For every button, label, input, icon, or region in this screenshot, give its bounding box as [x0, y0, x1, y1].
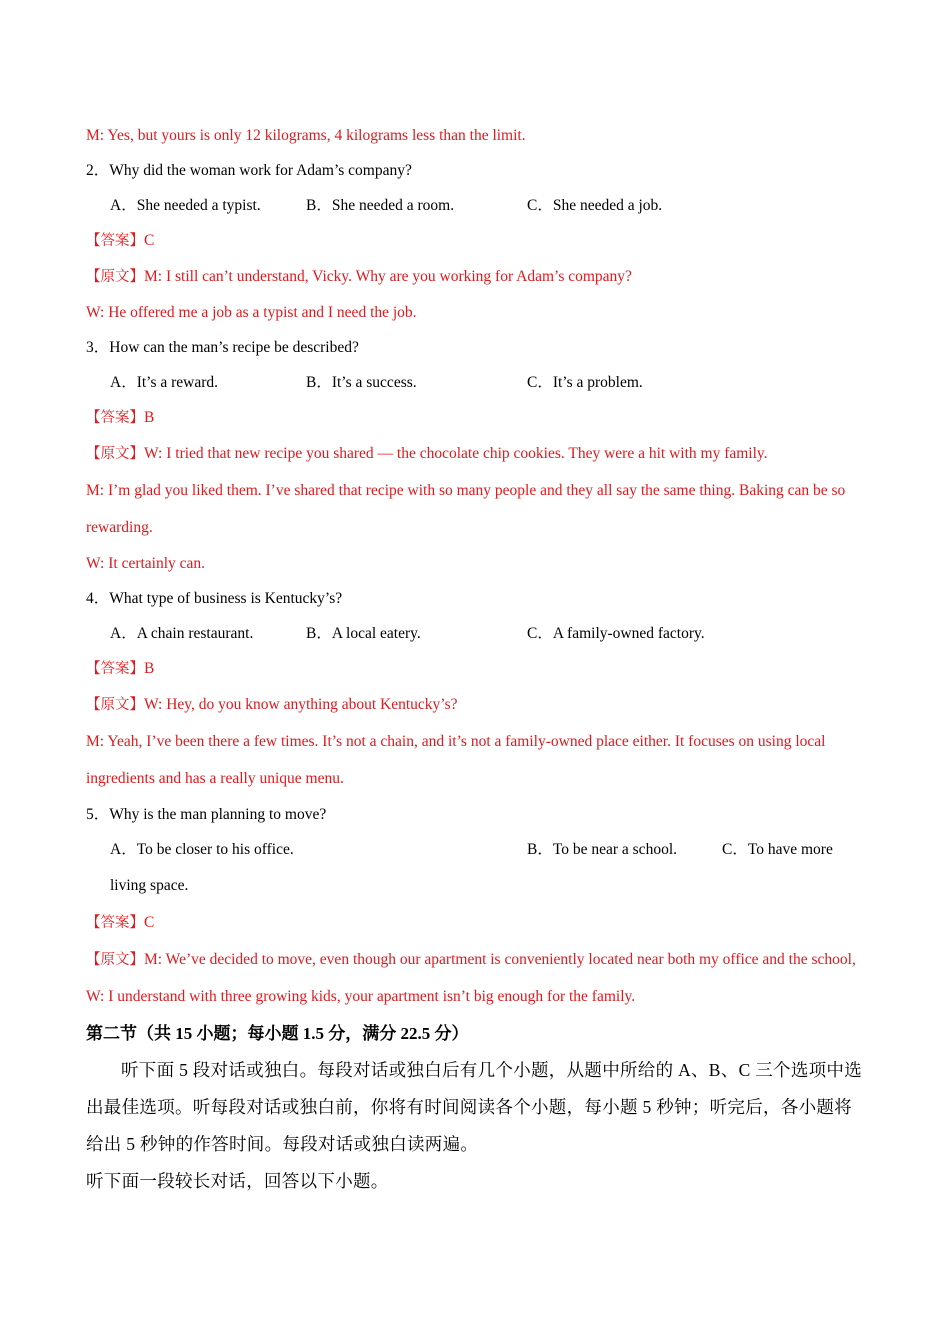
section-2-instructions: 听下面 5 段对话或独白。每段对话或独白后有几个小题，从题中所给的 A、B、C 三个选项中选出最佳选项。听每段对话或独白前，你将有时间阅读各个小题，每小题 5 秒钟；听完后，各小题将给出 5 秒钟的作答时间。每段对话或独白读两遍。 — [86, 1060, 863, 1154]
question-4-options — [86, 616, 866, 651]
q5-option-a: A．To be closer to his office. — [110, 841, 294, 858]
q5-script-1: 【原文】M: We’ve decided to move, even though our apartment is conveniently located near both my office and the school, — [86, 951, 856, 968]
q3-option-b: B．It’s a success. — [306, 374, 417, 391]
q4-option-a: A．A chain restaurant. — [110, 625, 254, 642]
q4-option-b: B．A local eatery. — [306, 625, 421, 642]
question-2-stem: 2．Why did the woman work for Adam’s company? — [86, 162, 412, 179]
q2-option-b: B．She needed a room. — [306, 197, 455, 214]
q5-option-c: C．To have more — [722, 841, 833, 858]
document-page — [86, 118, 866, 1200]
section-2-next-prompt: 听下面一段较长对话，回答以下小题。 — [86, 1171, 389, 1191]
q4-answer: 【答案】B — [86, 660, 155, 677]
q2-script-1: 【原文】M: I still can’t understand, Vicky. Why are you working for Adam’s company? — [86, 268, 632, 285]
q3-script-2: M: I’m glad you liked them. I’ve shared that recipe with so many people and they all say the same thing. Baking can be so rewarding. — [86, 482, 846, 536]
q2-option-a: A．She needed a typist. — [110, 197, 261, 214]
q3-option-c: C．It’s a problem. — [527, 374, 643, 391]
question-2-options — [86, 188, 866, 223]
question-3-stem: 3．How can the man’s recipe be described? — [86, 339, 359, 356]
q3-script-3: W: It certainly can. — [86, 555, 206, 572]
q5-script-2: W: I understand with three growing kids, your apartment isn’t big enough for the family. — [86, 988, 636, 1005]
q1-script-tail: M: Yes, but yours is only 12 kilograms, 4 kilograms less than the limit. — [86, 127, 526, 144]
q5-option-b: B．To be near a school. — [527, 841, 677, 858]
q3-script-1: 【原文】W: I tried that new recipe you shared — the chocolate chip cookies. They were a hit with my family. — [86, 445, 768, 462]
q5-answer: 【答案】C — [86, 914, 155, 931]
section-2-title: 第二节（共 15 小题；每小题 1.5 分，满分 22.5 分） — [86, 1024, 469, 1043]
q4-script-2: M: Yeah, I’ve been there a few times. It’s not a chain, and it’s not a family-owned place either. It focuses on using local ingredients and has a really unique menu. — [86, 733, 826, 787]
q4-script-1: 【原文】W: Hey, do you know anything about Kentucky’s? — [86, 696, 458, 713]
question-3-options — [86, 365, 866, 400]
q4-option-c: C．A family-owned factory. — [527, 625, 705, 642]
q3-answer: 【答案】B — [86, 409, 155, 426]
q5-option-c-continuation: living space. — [110, 877, 189, 894]
q3-option-a: A．It’s a reward. — [110, 374, 219, 391]
q2-option-c: C．She needed a job. — [527, 197, 663, 214]
question-5-options — [86, 832, 866, 867]
q2-answer: 【答案】C — [86, 232, 155, 249]
question-4-stem: 4．What type of business is Kentucky’s? — [86, 590, 343, 607]
question-5-stem: 5．Why is the man planning to move? — [86, 806, 327, 823]
q2-script-2: W: He offered me a job as a typist and I need the job. — [86, 304, 417, 321]
